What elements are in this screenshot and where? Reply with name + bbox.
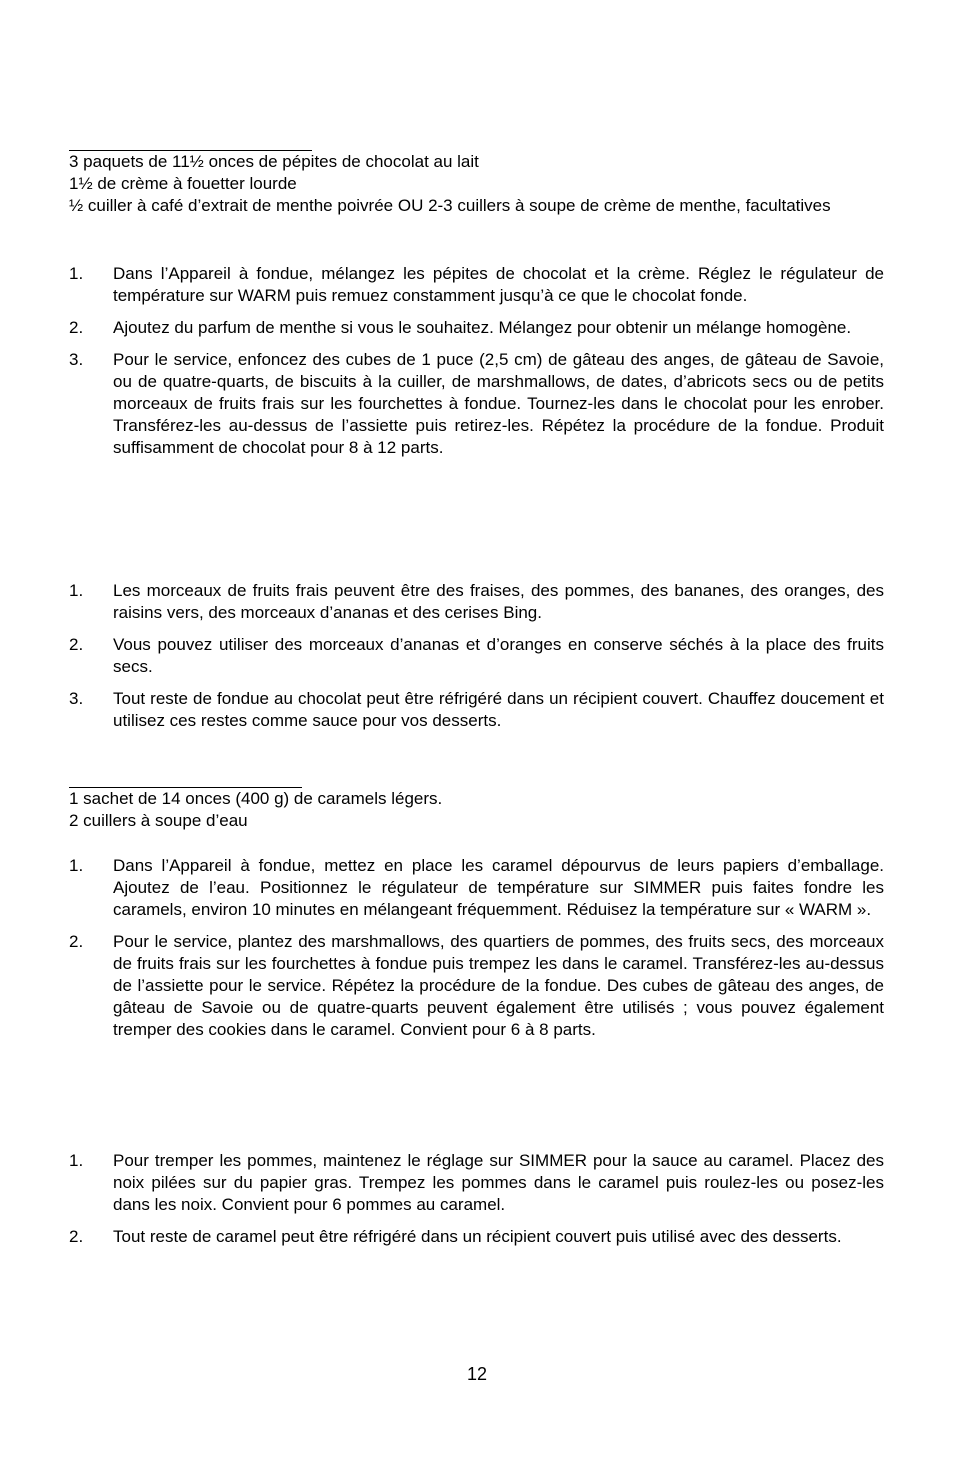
step-number: 3.: [69, 350, 84, 369]
note-text: Tout reste de fondue au chocolat peut être réfrigéré dans un récipient couvert. Chauffez doucement et utilisez ces restes comme sauce pour vos desserts.: [113, 689, 884, 730]
step-number: 2.: [69, 318, 84, 337]
note-number: 1.: [69, 581, 84, 600]
caramel-steps: [69, 855, 884, 1051]
step-text: Dans l’Appareil à fondue, mettez en place les caramel dépourvus de leurs papiers d’emballage. Ajoutez de l’eau. Positionnez le régulateur de température sur SIMMER puis faites fondre les caramels, environ 10 minutes en mélangeant fréquemment. Réduisez la température sur « WARM ».: [113, 856, 884, 919]
page-number: 12: [466, 1364, 488, 1384]
note-text: Pour tremper les pommes, maintenez le réglage sur SIMMER pour la sauce au caramel. Placez des noix pilées sur du papier gras. Trempez les pommes dans le caramel puis roulez-les ou posez-les dans les noix. Convient pour 6 pommes au caramel.: [113, 1151, 884, 1214]
note-number: 2.: [69, 1227, 84, 1246]
ingredient-line: 1½ de crème à fouetter lourde: [69, 174, 297, 193]
note-number: 1.: [69, 1151, 84, 1170]
step-text: Dans l’Appareil à fondue, mélangez les pépites de chocolat et la crème. Réglez le régulateur de température sur WARM puis remuez constamment jusqu’à ce que le chocolat fonde.: [113, 264, 884, 305]
step-text: Ajoutez du parfum de menthe si vous le souhaitez. Mélangez pour obtenir un mélange homogène.: [113, 318, 852, 337]
step-number: 1.: [69, 856, 84, 875]
step-text: Pour le service, enfoncez des cubes de 1 puce (2,5 cm) de gâteau des anges, de gâteau de Savoie, ou de quatre-quarts, de biscuits à la cuiller, de marshmallows, de dates, d’abricots secs ou de petits morceaux de fruits frais sur les fourchettes à fondue. Tournez-les dans le chocolat pour les enrober. Transférez-les au-dessus de l’assiette puis retirez-les. Répétez la procédure de la fondue. Produit suffisamment de chocolat pour 8 à 12 parts.: [113, 350, 884, 457]
note-item: [69, 580, 884, 624]
ingredient-line: 3 paquets de 11½ onces de pépites de chocolat au lait: [69, 152, 479, 171]
step-item: [69, 931, 884, 1041]
note-item: [69, 1226, 884, 1248]
note-number: 2.: [69, 635, 84, 654]
chocolate-ingredients: [69, 150, 884, 217]
ingredient-line: 2 cuillers à soupe d’eau: [69, 811, 248, 830]
notes-list: [69, 580, 884, 732]
note-text: Les morceaux de fruits frais peuvent être des fraises, des pommes, des bananes, des oranges, des raisins vers, des morceaux d’ananas et des cerises Bing.: [113, 581, 884, 622]
caramel-notes: [69, 1150, 884, 1258]
step-number: 1.: [69, 264, 84, 283]
chocolate-steps: [69, 263, 884, 469]
chocolate-notes: [69, 580, 884, 742]
ingredient-line: 1 sachet de 14 onces (400 g) de caramels légers.: [69, 789, 443, 808]
notes-list: [69, 1150, 884, 1248]
note-item: [69, 688, 884, 732]
step-item: [69, 263, 884, 307]
step-item: [69, 855, 884, 921]
caramel-ingredients: [69, 787, 884, 832]
ingredient-line: ½ cuiller à café d’extrait de menthe poivrée OU 2-3 cuillers à soupe de crème de menthe, facultatives: [69, 196, 831, 215]
step-item: [69, 349, 884, 459]
note-item: [69, 634, 884, 678]
steps-list: [69, 263, 884, 459]
note-text: Vous pouvez utiliser des morceaux d’ananas et d’oranges en conserve séchés à la place des fruits secs.: [113, 635, 884, 676]
step-number: 2.: [69, 932, 84, 951]
step-text: Pour le service, plantez des marshmallows, des quartiers de pommes, des fruits secs, des morceaux de fruits frais sur les fourchettes à fondue puis trempez les dans le caramel. Transférez-les au-dessus de l’assiette pour le service. Répétez la procédure de la fondue. Des cubes de gâteau des anges, de gâteau de Savoie ou de quatre-quarts peuvent également être utilisés ; vous pouvez également tremper des cookies dans le caramel. Convient pour 6 à 8 parts.: [113, 932, 884, 1039]
note-text: Tout reste de caramel peut être réfrigéré dans un récipient couvert puis utilisé avec des desserts.: [113, 1227, 842, 1246]
step-item: [69, 317, 884, 339]
note-item: [69, 1150, 884, 1216]
steps-list: [69, 855, 884, 1041]
note-number: 3.: [69, 689, 84, 708]
